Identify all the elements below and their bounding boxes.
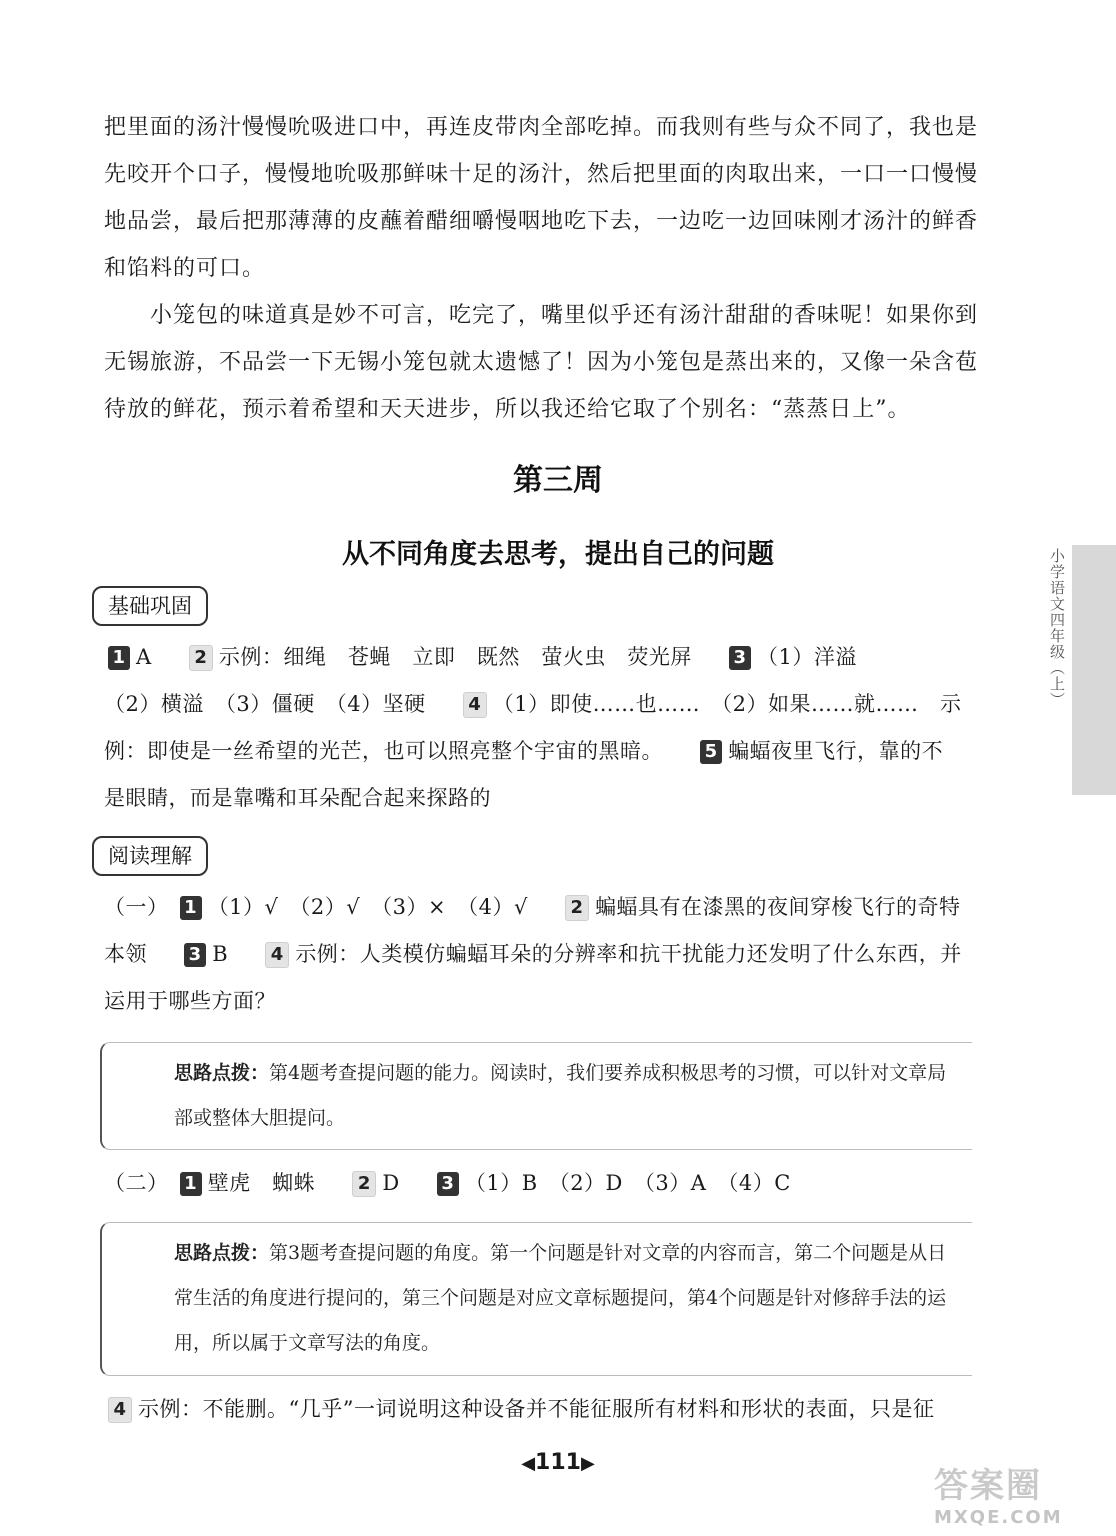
side-tab — [1072, 545, 1116, 795]
answer-text: A — [136, 645, 152, 669]
reading-part-2-answers — [104, 1160, 980, 1207]
question-number-badge: 2 — [352, 1171, 376, 1197]
question-number-badge: 3 — [437, 1172, 459, 1196]
part-prefix: （二） — [104, 1171, 169, 1195]
answer-text: （2）横溢 （3）僵硬 （4）坚硬 — [104, 692, 426, 716]
answer-text: 蝙蝠具有在漆黑的夜间穿梭飞行的奇特 — [595, 895, 961, 919]
question-number-badge: 5 — [700, 740, 722, 764]
hint-label: 思路点拨： — [174, 1062, 270, 1084]
part-prefix: （一） — [104, 895, 169, 919]
reading-part-1-answers — [104, 884, 980, 1025]
question-number-badge: 4 — [463, 692, 487, 718]
hint-text: 第3题考查提问题的角度。第一个问题是针对文章的内容而言，第二个问题是从日常生活的角度进行提问的，第三个问题是对应文章标题提问，第4个问题是针对修辞手法的运用，所以属于文章写法的角度。 — [174, 1242, 947, 1354]
answer-text: D — [382, 1171, 400, 1195]
answer-text: 蝙蝠夜里飞行，靠的不 — [728, 739, 944, 763]
basic-answers — [104, 634, 980, 822]
answer-text: 例：即使是一丝希望的光芒，也可以照亮整个宇宙的黑暗。 — [104, 739, 663, 763]
story-text — [104, 104, 980, 433]
watermark-site: MXQE.COM — [934, 1507, 1063, 1528]
watermark-text: 答案圈 — [934, 1466, 1042, 1506]
question-number-badge: 3 — [184, 943, 206, 967]
hint-box-2 — [100, 1222, 972, 1376]
page-number-text: 111 — [535, 1450, 581, 1475]
section-label-reading: 阅读理解 — [92, 836, 208, 876]
side-tab-label: 小学语文四年级（上） — [1048, 548, 1066, 708]
question-number-badge: 1 — [180, 896, 202, 920]
answer-text: （1）洋溢 — [757, 645, 857, 669]
hint-box-1 — [100, 1042, 972, 1150]
story-paragraph-2: 小笼包的味道真是妙不可言，吃完了，嘴里似乎还有汤汁甜甜的香味呢！如果你到无锡旅游，不品尝一下无锡小笼包就太遗憾了！因为小笼包是蒸出来的，又像一朵含苞待放的鲜花，预示着希望和天天进步，所以我还给它取了个别名：“蒸蒸日上”。 — [104, 303, 979, 422]
hint-label: 思路点拨： — [174, 1242, 270, 1264]
question-number-badge: 4 — [108, 1397, 132, 1423]
answer-text: 示例：细绳 苍蝇 立即 既然 萤火虫 荧光屏 — [218, 645, 692, 669]
question-number-badge: 4 — [265, 942, 289, 968]
watermark-logo — [934, 1458, 1094, 1528]
answer-text: 示例：不能删。“几乎”一词说明这种设备并不能征服所有材料和形状的表面，只是征 — [138, 1397, 935, 1421]
answer-text: （1）B （2）D （3）A （4）C — [464, 1171, 791, 1195]
question-number-badge: 2 — [189, 645, 213, 671]
answer-text: B — [212, 942, 229, 966]
week-title: 第三周 — [513, 463, 603, 498]
answer-text: （1）√ （2）√ （3）× （4）√ — [207, 895, 528, 919]
question-number-badge: 3 — [729, 646, 751, 670]
story-paragraph-1: 把里面的汤汁慢慢吮吸进口中，再连皮带肉全部吃掉。而我则有些与众不同了，我也是先咬开个口子，慢慢地吮吸那鲜味十足的汤汁，然后把里面的肉取出来，一口一口慢慢地品尝，最后把那薄薄的皮蘸着醋细嚼慢咽地吃下去，一边吃一边回味刚才汤汁的鲜香和馅料的可口。 — [104, 115, 979, 281]
answer-text: （1）即使……也…… （2）如果……就…… 示 — [492, 692, 962, 716]
answer-text: 是眼睛，而是靠嘴和耳朵配合起来探路的 — [104, 786, 491, 810]
answer-text: 示例：人类模仿蝙蝠耳朵的分辨率和抗干扰能力还发明了什么东西，并 — [295, 942, 962, 966]
question-number-badge: 1 — [180, 1172, 202, 1196]
section-label-basic: 基础巩固 — [92, 586, 208, 626]
answer-text: 本领 — [104, 942, 147, 966]
answer-text: 壁虎 蜘蛛 — [207, 1171, 316, 1195]
reading-part-2-q4 — [104, 1386, 980, 1433]
question-number-badge: 2 — [565, 895, 589, 921]
question-number-badge: 1 — [108, 646, 130, 670]
unit-title: 从不同角度去思考，提出自己的问题 — [342, 539, 774, 570]
hint-text: 第4题考查提问题的能力。阅读时，我们要养成积极思考的习惯，可以针对文章局部或整体大胆提问。 — [174, 1062, 947, 1129]
answer-text: 运用于哪些方面？ — [104, 989, 276, 1013]
left-arrow-icon: ◀ — [521, 1453, 536, 1474]
right-arrow-icon: ▶ — [580, 1453, 595, 1474]
